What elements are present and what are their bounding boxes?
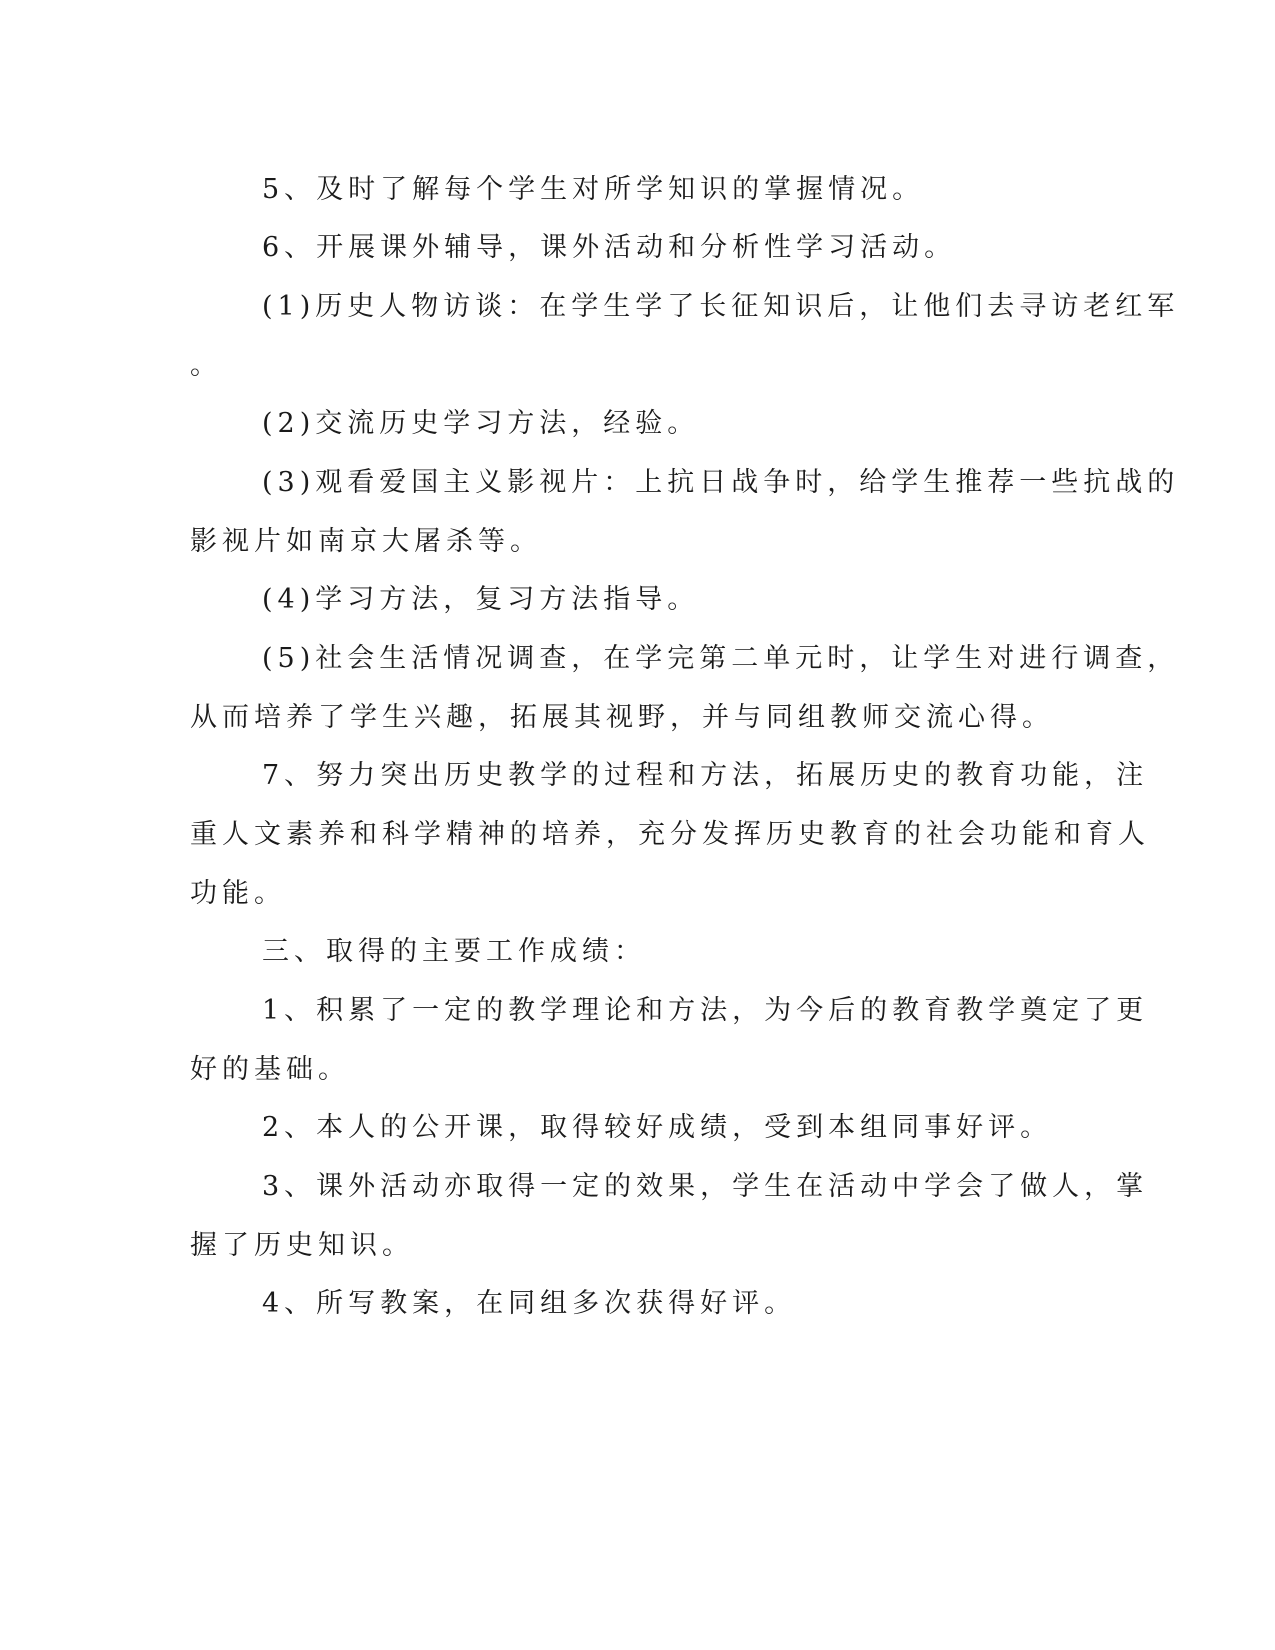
text-line: 3、课外活动亦取得一定的效果，学生在活动中学会了做人，掌: [262, 1171, 1149, 1202]
text-line: 重人文素养和科学精神的培养，充分发挥历史教育的社会功能和育人: [190, 819, 1150, 850]
text-line: 影视片如南京大屠杀等。: [190, 526, 542, 557]
text-line: (1)历史人物访谈：在学生学了长征知识后，让他们去寻访老红军: [262, 291, 1180, 322]
text-line: 5、及时了解每个学生对所学知识的掌握情况。: [262, 174, 925, 205]
text-line: 7、努力突出历史教学的过程和方法，拓展历史的教育功能，注: [262, 760, 1149, 791]
text-line: 功能。: [190, 878, 286, 909]
text-line: 1、积累了一定的教学理论和方法，为今后的教育教学奠定了更: [262, 995, 1149, 1026]
text-line: (2)交流历史学习方法，经验。: [262, 408, 700, 439]
text-line: 4、所写教案，在同组多次获得好评。: [262, 1288, 797, 1319]
text-line: 6、开展课外辅导，课外活动和分析性学习活动。: [262, 232, 957, 263]
section-heading: 三、取得的主要工作成绩：: [262, 936, 646, 967]
text-line: 2、本人的公开课，取得较好成绩，受到本组同事好评。: [262, 1112, 1053, 1143]
text-line: 握了历史知识。: [190, 1230, 414, 1261]
text-line: (4)学习方法，复习方法指导。: [262, 584, 700, 615]
text-line: (3)观看爱国主义影视片：上抗日战争时，给学生推荐一些抗战的: [262, 467, 1180, 498]
text-line: (5)社会生活情况调查，在学完第二单元时，让学生对进行调查，: [262, 643, 1180, 674]
text-line: 好的基础。: [190, 1054, 350, 1085]
text-line: 从而培养了学生兴趣，拓展其视野，并与同组教师交流心得。: [190, 702, 1054, 733]
text-line: 。: [190, 350, 222, 381]
